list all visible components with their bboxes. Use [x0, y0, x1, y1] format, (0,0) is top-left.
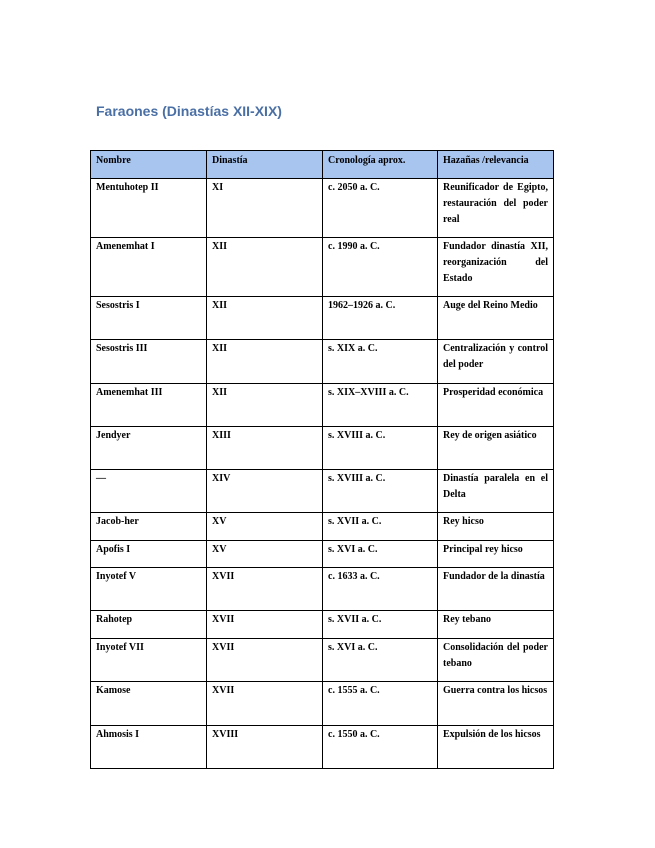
cell-nombre: Ahmosis I: [91, 726, 207, 769]
cell-dinastia: XII: [207, 238, 323, 297]
cell-dinastia: XVII: [207, 568, 323, 611]
table-row: [91, 513, 554, 541]
table-row: [91, 639, 554, 682]
cell-cronologia: c. 1633 a. C.: [323, 568, 438, 611]
cell-nombre: Mentuhotep II: [91, 179, 207, 238]
table-row: [91, 611, 554, 639]
cell-hazanas: Rey de origen asiático: [438, 427, 554, 470]
cell-hazanas: Expulsión de los hicsos: [438, 726, 554, 769]
cell-hazanas: Rey hicso: [438, 513, 554, 541]
cell-hazanas: Centralización y control del poder: [438, 340, 554, 384]
cell-nombre: Jacob-her: [91, 513, 207, 541]
cell-cronologia: s. XIX–XVIII a. C.: [323, 384, 438, 427]
cell-nombre: Rahotep: [91, 611, 207, 639]
cell-cronologia: s. XVIII a. C.: [323, 470, 438, 513]
page-title: Faraones (Dinastías XII-XIX): [96, 103, 282, 119]
header-row: [91, 151, 554, 179]
cell-dinastia: XII: [207, 384, 323, 427]
cell-hazanas: Fundador de la dinastía: [438, 568, 554, 611]
cell-nombre: Apofis I: [91, 541, 207, 568]
cell-cronologia: s. XVII a. C.: [323, 611, 438, 639]
cell-dinastia: XI: [207, 179, 323, 238]
table-row: [91, 568, 554, 611]
cell-cronologia: s. XVII a. C.: [323, 513, 438, 541]
cell-dinastia: XVII: [207, 611, 323, 639]
cell-nombre: Amenemhat III: [91, 384, 207, 427]
cell-cronologia: s. XIX a. C.: [323, 340, 438, 384]
cell-dinastia: XIV: [207, 470, 323, 513]
table-row: [91, 427, 554, 470]
cell-dinastia: XV: [207, 513, 323, 541]
cell-dinastia: XVII: [207, 682, 323, 726]
cell-cronologia: c. 1990 a. C.: [323, 238, 438, 297]
header-hazanas: Hazañas /relevancia: [438, 151, 554, 179]
cell-cronologia: c. 2050 a. C.: [323, 179, 438, 238]
pharaohs-table: [90, 150, 554, 769]
cell-hazanas: Guerra contra los hicsos: [438, 682, 554, 726]
cell-nombre: Kamose: [91, 682, 207, 726]
cell-hazanas: Fundador dinastía XII, reorganización del Estado: [438, 238, 554, 297]
cell-hazanas: Prosperidad económica: [438, 384, 554, 427]
cell-cronologia: s. XVI a. C.: [323, 639, 438, 682]
cell-nombre: Jendyer: [91, 427, 207, 470]
table-row: [91, 682, 554, 726]
header-nombre: Nombre: [91, 151, 207, 179]
cell-nombre: Inyotef VII: [91, 639, 207, 682]
cell-cronologia: c. 1555 a. C.: [323, 682, 438, 726]
cell-nombre: Inyotef V: [91, 568, 207, 611]
table-row: [91, 541, 554, 568]
table-row: [91, 297, 554, 340]
cell-hazanas: Consolidación del poder tebano: [438, 639, 554, 682]
cell-nombre: Sesostris I: [91, 297, 207, 340]
header-dinastia: Dinastía: [207, 151, 323, 179]
table-row: [91, 340, 554, 384]
cell-dinastia: XIII: [207, 427, 323, 470]
cell-cronologia: s. XVI a. C.: [323, 541, 438, 568]
cell-dinastia: XII: [207, 297, 323, 340]
table-header: [91, 151, 554, 179]
header-cronologia: Cronología aprox.: [323, 151, 438, 179]
cell-nombre: Amenemhat I: [91, 238, 207, 297]
cell-cronologia: 1962–1926 a. C.: [323, 297, 438, 340]
cell-hazanas: Auge del Reino Medio: [438, 297, 554, 340]
table-row: [91, 384, 554, 427]
table-body: [91, 179, 554, 769]
cell-cronologia: c. 1550 a. C.: [323, 726, 438, 769]
cell-dinastia: XV: [207, 541, 323, 568]
table-row: [91, 470, 554, 513]
cell-cronologia: s. XVIII a. C.: [323, 427, 438, 470]
cell-dinastia: XVIII: [207, 726, 323, 769]
cell-hazanas: Dinastía paralela en el Delta: [438, 470, 554, 513]
cell-hazanas: Rey tebano: [438, 611, 554, 639]
cell-dinastia: XII: [207, 340, 323, 384]
cell-nombre: —: [91, 470, 207, 513]
table-row: [91, 179, 554, 238]
table-row: [91, 238, 554, 297]
cell-dinastia: XVII: [207, 639, 323, 682]
cell-nombre: Sesostris III: [91, 340, 207, 384]
table-row: [91, 726, 554, 769]
cell-hazanas: Principal rey hicso: [438, 541, 554, 568]
cell-hazanas: Reunificador de Egipto, restauración del poder real: [438, 179, 554, 238]
